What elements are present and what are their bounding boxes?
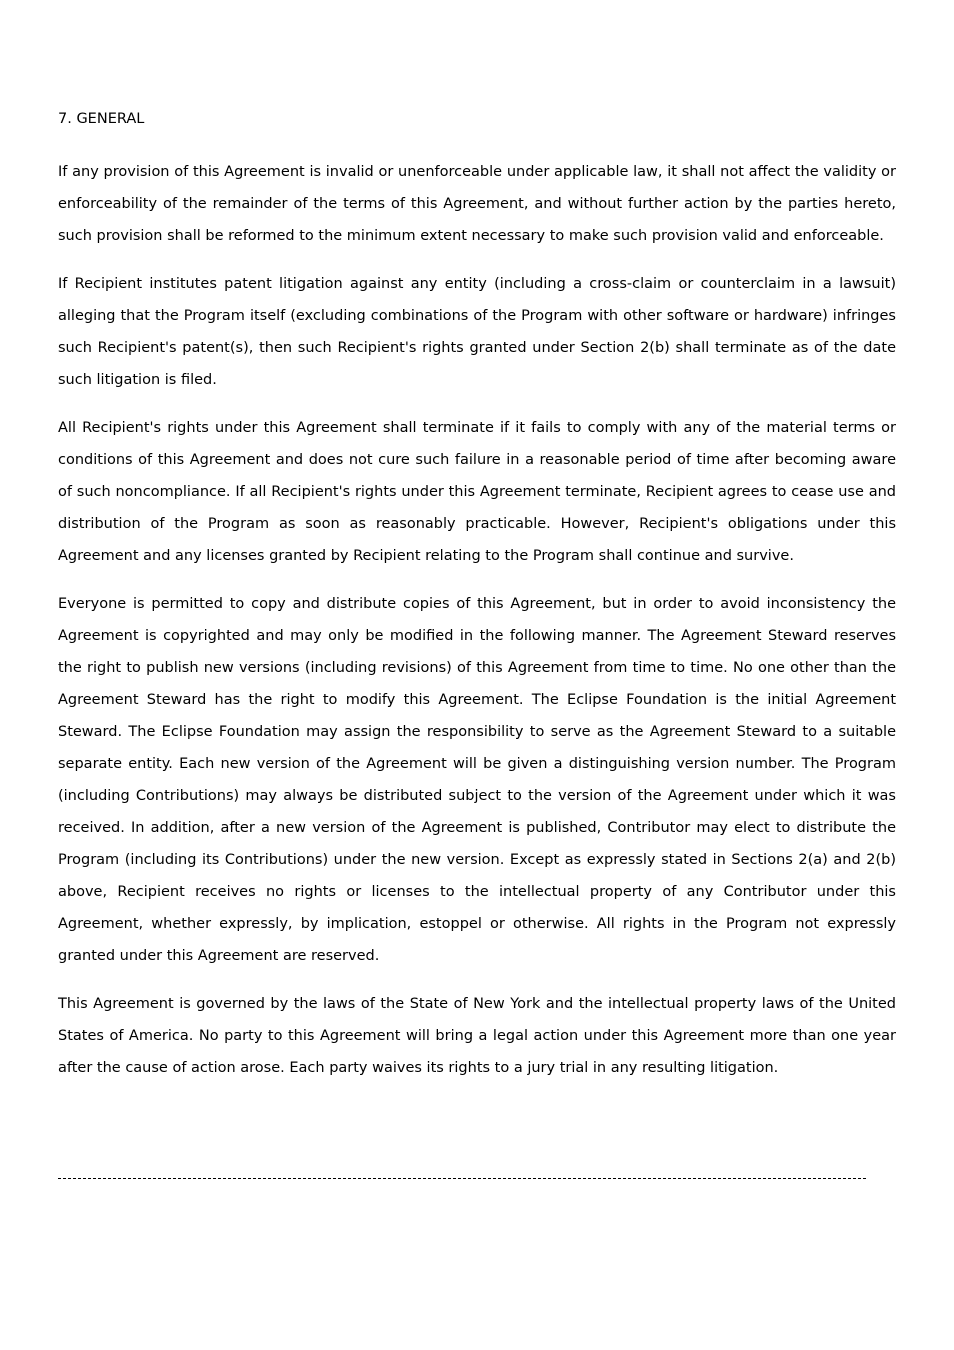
section-heading: 7. GENERAL — [58, 111, 145, 127]
document-body — [58, 108, 896, 1100]
paragraph-governing-law: This Agreement is governed by the laws of the State of New York and the intellectual property laws of the United States of America. No party to this Agreement will bring a legal action under this Agreement more than one year after the cause of action arose. Each party waives its rights to a jury trial in any resulting litigation. — [58, 996, 896, 1076]
paragraph-agreement-versions: Everyone is permitted to copy and distribute copies of this Agreement, but in order to avoid inconsistency the Agreement is copyrighted and may only be modified in the following manner. The Agreement Steward reserves the right to publish new versions (including revisions) of this Agreement from time to time. No one other than the Agreement Steward has the right to modify this Agreement. The Eclipse Foundation is the initial Agreement Steward. The Eclipse Foundation may assign the responsibility to serve as the Agreement Steward to a suitable separate entity. Each new version of the Agreement will be given a distinguishing version number. The Program (including Contributions) may always be distributed subject to the version of the Agreement under which it was received. In addition, after a new version of the Agreement is published, Contributor may elect to distribute the Program (including its Contributions) under the new version. Except as expressly stated in Sections 2(a) and 2(b) above, Recipient receives no rights or licenses to the intellectual property of any Contributor under this Agreement, whether expressly, by implication, estoppel or otherwise. All rights in the Program not expressly granted under this Agreement are reserved. — [58, 596, 896, 964]
paragraph-termination: All Recipient's rights under this Agreement shall terminate if it fails to comply with any of the material terms or conditions of this Agreement and does not cure such failure in a reasonable period of time after becoming aware of such noncompliance. If all Recipient's rights under this Agreement terminate, Recipient agrees to cease use and distribution of the Program as soon as reasonably practicable. However, Recipient's obligations under this Agreement and any licenses granted by Recipient relating to the Program shall continue and survive. — [58, 420, 896, 564]
dashed-separator — [58, 1178, 866, 1179]
paragraph-severability: If any provision of this Agreement is invalid or unenforceable under applicable law, it shall not affect the validity or enforceability of the remainder of the terms of this Agreement, and without further action by the parties hereto, such provision shall be reformed to the minimum extent necessary to make such provision valid and enforceable. — [58, 164, 896, 244]
paragraph-patent-litigation: If Recipient institutes patent litigation against any entity (including a cross-claim or counterclaim in a lawsuit) alleging that the Program itself (excluding combinations of the Program with other software or hardware) infringes such Recipient's patent(s), then such Recipient's rights granted under Section 2(b) shall terminate as of the date such litigation is filed. — [58, 276, 896, 388]
